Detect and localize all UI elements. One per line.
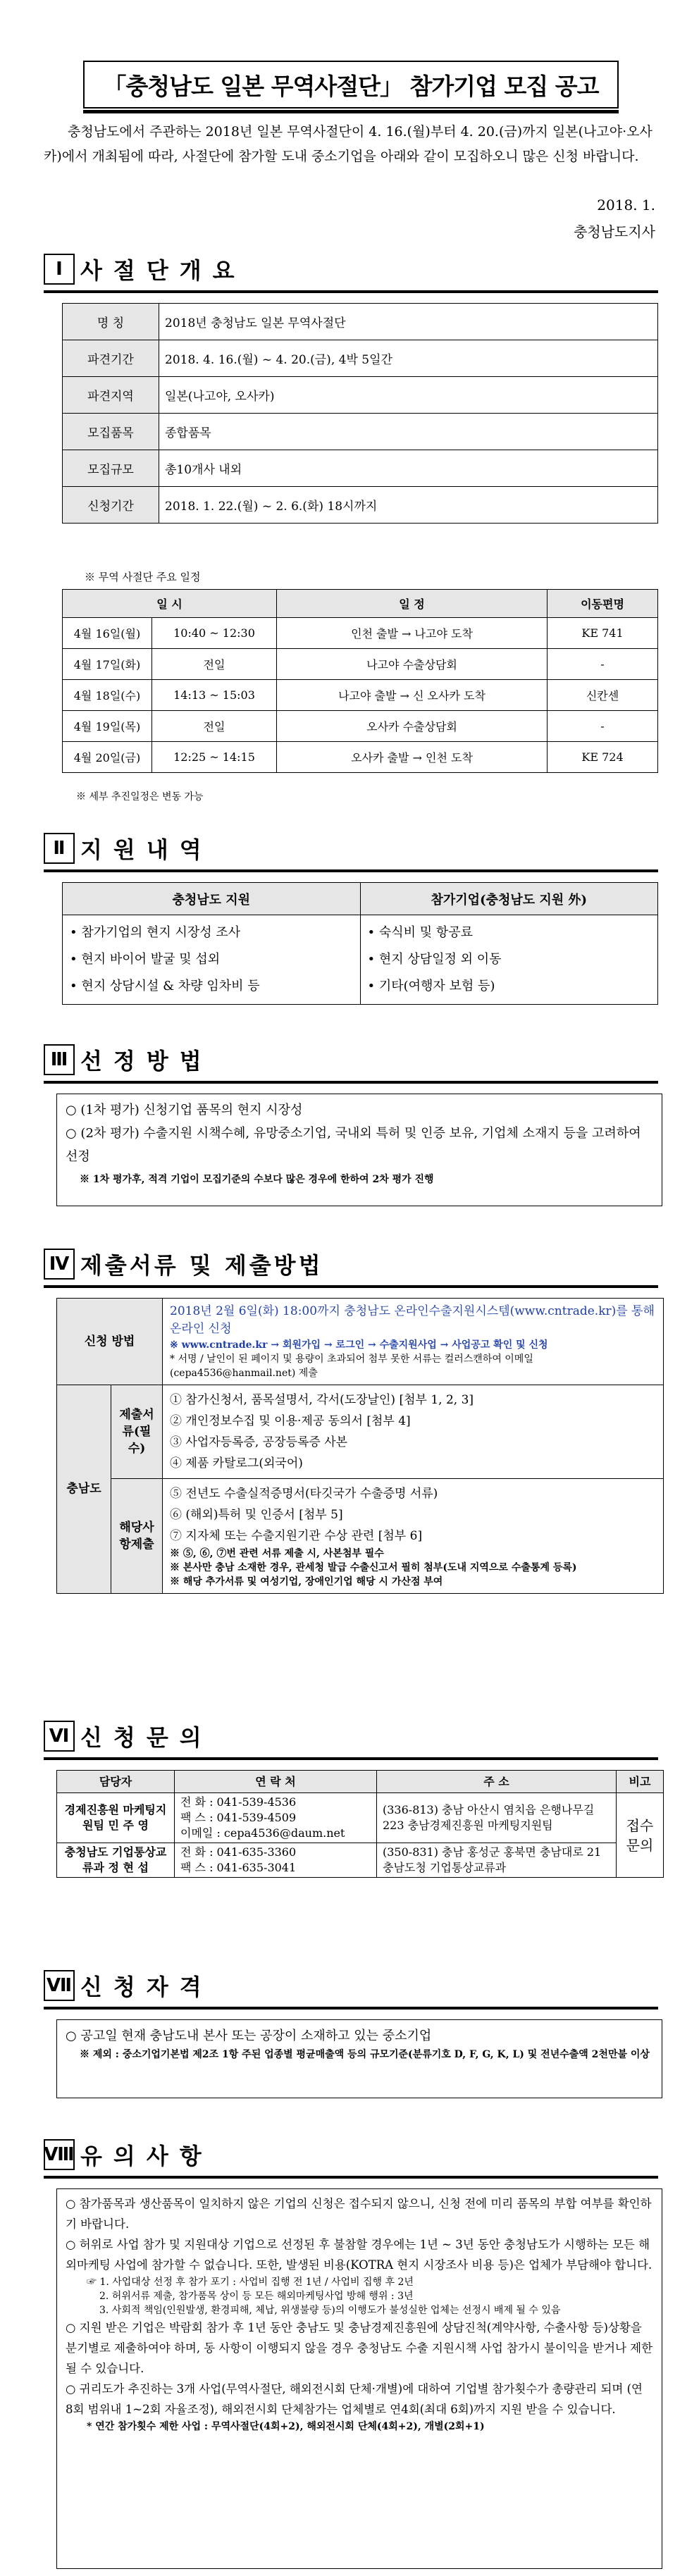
method-main: 2018년 2월 6일(화) 18:00까지 충청남도 온라인수출지원시스템(www.cntrade.kr)를 통해 온라인 신청 — [170, 1304, 655, 1336]
section-5-title: 신청문의 — [80, 1724, 213, 1751]
schedule-cell-t: 전일 — [152, 649, 277, 680]
overview-table — [62, 303, 658, 524]
section-3-underline — [44, 1081, 658, 1084]
schedule-cell-t: 14:13 ~ 15:03 — [152, 680, 277, 711]
schedule-cell-m: KE 741 — [548, 618, 658, 649]
support-head-company: 참가기업(충청남도 지원 外) — [360, 883, 658, 915]
date-block — [574, 192, 655, 245]
selection-line-1: ○ (1차 평가) 신청기업 품목의 현지 시장성 — [66, 1103, 303, 1117]
schedule-table — [62, 589, 658, 773]
optional-item: ⑦ 지자체 또는 수출지원기관 수상 관련 [첨부 6] — [170, 1529, 423, 1543]
schedule-cell-e: 오사카 출발 → 인천 도착 — [277, 742, 548, 773]
schedule-head-event: 일 정 — [277, 590, 548, 618]
inquiry-contact-1 — [175, 1793, 377, 1843]
section-4-heading — [44, 1246, 323, 1282]
overview-key: 파견기간 — [63, 340, 159, 377]
support-province-list — [63, 915, 361, 1005]
overview-row — [63, 414, 658, 450]
caution-2-item-3: 3. 사회적 책임(인원발생, 환경피해, 체납, 위생불량 등)의 이행도가 불성실한 업체는 선정시 배제 될 수 있음 — [99, 2305, 561, 2316]
schedule-cell-d: 4월 18일(수) — [63, 680, 152, 711]
overview-row — [63, 450, 658, 487]
overview-key: 모집품목 — [63, 414, 159, 450]
support-company-item: • 기타(여행자 보험 등) — [367, 979, 495, 993]
selection-line-2: ○ (2차 평가) 수출지원 시책수혜, 유망중소기업, 국내외 특허 및 인증 보유, 기업체 소재지 등을 고려하여 선정 — [66, 1126, 641, 1164]
section-6-underline — [44, 2007, 658, 2010]
section-7-number: Ⅷ — [44, 2139, 75, 2170]
section-4-underline — [44, 1285, 658, 1288]
inquiry-address-2: (350-831) 충남 홍성군 홍북면 충남대로 21 충남도청 기업통상교류과 — [377, 1843, 617, 1878]
inquiry-fax-2: 팩 스 : 041-635-3041 — [180, 1861, 297, 1874]
support-company-list — [360, 915, 658, 1005]
method-sub-1: ※ www.cntrade.kr → 회원가입 → 로그인 → 수출지원사업 → 사업공고 확인 및 신청 — [170, 1339, 548, 1351]
notice-title: 「충청남도 일본 무역사절단」 참가기업 모집 공고 — [83, 61, 619, 109]
inquiry-head-address: 주 소 — [377, 1771, 617, 1793]
section-7-title: 유의사항 — [80, 2143, 213, 2169]
support-company-item: • 숙식비 및 항공료 — [367, 925, 473, 940]
schedule-cell-d: 4월 17일(화) — [63, 649, 152, 680]
schedule-row — [63, 711, 658, 742]
caution-2: ○ 허위로 사업 참가 및 지원대상 기업으로 선정된 후 불참할 경우에는 1년 ~ 3년 동안 충청남도가 시행하는 모든 해외마케팅 사업에 참가할 수 없습니다. 또한, 발생된 비용(KOTRA 현지 시장조사 비용 등)은 업체가 부담해야 합니다. — [66, 2238, 652, 2272]
optional-item: ⑥ (해외)특허 및 인증서 [첨부 5] — [170, 1508, 343, 1522]
eligibility-box — [56, 2019, 662, 2098]
overview-value: 2018. 4. 16.(월) ~ 4. 20.(금), 4박 5일간 — [159, 340, 658, 377]
caution-2-item-1: ☞ 1. 사업대상 선정 후 참가 포기 : 사업비 집행 전 1년 / 사업비 집행 후 2년 — [87, 2277, 414, 2288]
section-6-number: Ⅶ — [44, 1970, 75, 2001]
inquiry-tel-2: 전 화 : 041-635-3360 — [180, 1845, 297, 1859]
inquiry-head-note: 비고 — [617, 1771, 664, 1793]
notice-org: 충청남도지사 — [574, 223, 655, 240]
section-7-heading — [44, 2136, 213, 2173]
section-5-underline — [44, 1757, 658, 1760]
support-table — [62, 882, 658, 1005]
overview-key: 신청기간 — [63, 487, 159, 524]
schedule-row — [63, 618, 658, 649]
section-5-number: Ⅵ — [44, 1721, 75, 1752]
inquiry-address-1: (336-813) 충남 아산시 염치읍 은행나무길 223 충남경제진흥원 마케팅지원팀 — [377, 1793, 617, 1843]
optional-cell — [163, 1479, 664, 1594]
eligibility-line-1: ○ 공고일 현재 충남도내 본사 또는 공장이 소재하고 있는 중소기업 — [66, 2029, 432, 2043]
inquiry-head-person: 담당자 — [57, 1771, 175, 1793]
section-4-number: Ⅳ — [44, 1249, 75, 1280]
section-6-heading — [44, 1967, 213, 2004]
inquiry-person-2: 충청남도 기업통상교류과 정 현 섭 — [57, 1843, 175, 1878]
section-7-underline — [44, 2176, 658, 2179]
support-province-item: • 현지 바이어 발굴 및 섭외 — [70, 952, 221, 967]
support-province-item: • 현지 상담시설 & 차량 임차비 등 — [70, 979, 260, 993]
optional-item: ⑤ 전년도 수출실적증명서(타깃국가 수출증명 서류) — [170, 1487, 438, 1501]
schedule-cell-d: 4월 19일(목) — [63, 711, 152, 742]
overview-key: 명 칭 — [63, 304, 159, 340]
section-1-heading — [44, 251, 246, 287]
section-6-title: 신청자격 — [80, 1974, 213, 2000]
section-1-number: Ⅰ — [44, 254, 75, 285]
schedule-cell-m: - — [548, 711, 658, 742]
caution-1: ○ 참가품목과 생산품목이 일치하지 않은 기업의 신청은 접수되지 않으니, 신청 전에 미리 품목의 부합 여부를 확인하기 바랍니다. — [66, 2197, 652, 2231]
optional-label: 해당사항제출 — [111, 1479, 163, 1594]
schedule-cell-m: - — [548, 649, 658, 680]
support-head-province: 충청남도 지원 — [63, 883, 361, 915]
schedule-cell-t: 12:25 ~ 14:15 — [152, 742, 277, 773]
optional-note-3: ※ 해당 추가서류 및 여성기업, 장애인기업 해당 시 가산점 부여 — [170, 1576, 443, 1587]
required-list — [163, 1385, 664, 1479]
required-item: ② 개인정보수집 및 이용·제공 동의서 [첨부 4] — [170, 1414, 411, 1428]
documents-table — [56, 1298, 664, 1594]
inquiry-note: 접수문의 — [617, 1793, 664, 1878]
doc-label: 충남도 — [57, 1385, 111, 1594]
section-2-underline — [44, 869, 658, 872]
inquiry-head-contact: 연 락 처 — [175, 1771, 377, 1793]
method-sub-2: * 서명 / 날인이 된 페이지 및 용량이 초과되어 첨부 못한 서류는 컬러스캔하여 이메일(cepa4536@hanmail.net) 제출 — [170, 1354, 533, 1379]
schedule-cell-m: KE 724 — [548, 742, 658, 773]
inquiry-fax-1: 팩 스 : 041-539-4509 — [180, 1811, 297, 1824]
section-2-number: Ⅱ — [44, 833, 75, 864]
schedule-cell-e: 나고야 출발 → 신 오사카 도착 — [277, 680, 548, 711]
intro-paragraph: 충청남도에서 주관하는 2018년 일본 무역사절단이 4. 16.(월)부터 4. 20.(금)까지 일본(나고야·오사카)에서 개최됨에 따라, 사절단에 참가할 도내 중소기업을 아래와 같이 모집하오니 많은 신청 바랍니다. — [44, 124, 652, 164]
schedule-head-transport: 이동편명 — [548, 590, 658, 618]
support-province-item: • 참가기업의 현지 시장성 조사 — [70, 925, 241, 940]
inquiry-person-1: 경제진흥원 마케팅지원팀 민 주 영 — [57, 1793, 175, 1843]
notice-date: 2018. 1. — [597, 197, 655, 213]
overview-value: 일본(나고야, 오사카) — [159, 377, 658, 414]
schedule-row — [63, 680, 658, 711]
inquiry-table — [56, 1770, 664, 1878]
support-company-item: • 현지 상담일정 외 이동 — [367, 952, 502, 967]
required-item: ③ 사업자등록증, 공장등록증 사본 — [170, 1435, 348, 1449]
cautions-box — [56, 2188, 662, 2569]
overview-value: 2018. 1. 22.(월) ~ 2. 6.(화) 18시까지 — [159, 487, 658, 524]
schedule-row — [63, 649, 658, 680]
optional-note-2: ※ 본사만 충남 소재한 경우, 관세청 발급 수출신고서 필히 첨부(도내 지역으로 수출통계 등록) — [170, 1562, 577, 1573]
overview-value: 총10개사 내외 — [159, 450, 658, 487]
overview-value: 종합품목 — [159, 414, 658, 450]
schedule-cell-m: 신칸센 — [548, 680, 658, 711]
required-item: ④ 제품 카탈로그(외국어) — [170, 1456, 303, 1470]
inquiry-contact-2 — [175, 1843, 377, 1878]
section-3-title: 선정방법 — [80, 1048, 213, 1075]
section-5-heading — [44, 1718, 213, 1754]
overview-row — [63, 340, 658, 377]
caution-4: ○ 귀리도가 추진하는 3개 사업(무역사절단, 해외전시회 단체·개별)에 대하여 기업별 참가횟수가 총량관리 되며 (연 8회 범위내 1~2회 자율조정), 해외전시회 단체참가는 업체별로 연4회(최대 6회)까지 지원 받을 수 있습니다. — [66, 2382, 643, 2416]
caution-3: ○ 지원 받은 기업은 박람회 참가 후 1년 동안 충남도 및 충남경제진흥원에 상담진척(계약사항, 수출사항 등)상황을 분기별로 제출하여야 하며, 동 사항이 이행되지 않을 경우 충청남도 수출 지원시책 사업 참가시 불이익을 받거나 제한 될 수 있습니다. — [66, 2321, 653, 2375]
schedule-cell-d: 4월 16일(월) — [63, 618, 152, 649]
section-2-heading — [44, 830, 213, 867]
schedule-cell-t: 전일 — [152, 711, 277, 742]
schedule-note: ※ 무역 사절단 주요 일정 — [85, 571, 201, 583]
schedule-footnote: ※ 세부 추진일정은 변동 가능 — [76, 791, 204, 803]
overview-row — [63, 377, 658, 414]
section-1-title: 사절단개요 — [80, 257, 246, 284]
section-4-title: 제출서류 및 제출방법 — [80, 1252, 323, 1279]
overview-row — [63, 487, 658, 524]
method-cell — [163, 1299, 664, 1385]
schedule-row — [63, 742, 658, 773]
caution-4-note: * 연간 참가횟수 제한 사업 : 무역사절단(4회+2), 해외전시회 단체(4회+2), 개별(2회+1) — [87, 2421, 485, 2432]
caution-2-item-2: 2. 허위서류 제출, 참가품목 상이 등 모든 해외마케팅사업 방해 행위 : 3년 — [99, 2291, 414, 2302]
schedule-cell-d: 4월 20일(금) — [63, 742, 152, 773]
selection-box — [56, 1094, 662, 1206]
section-3-heading — [44, 1041, 213, 1078]
optional-list — [170, 1483, 656, 1547]
schedule-cell-t: 10:40 ~ 12:30 — [152, 618, 277, 649]
required-label: 제출서류(필수) — [111, 1385, 163, 1479]
overview-key: 모집규모 — [63, 450, 159, 487]
schedule-cell-e: 나고야 수출상담회 — [277, 649, 548, 680]
overview-key: 파견지역 — [63, 377, 159, 414]
eligibility-note: ※ 제외 : 중소기업기본법 제2조 1항 주된 업종별 평균매출액 등의 규모기준(분류기호 D, F, G, K, L) 및 전년수출액 2천만불 이상 — [80, 2049, 650, 2060]
section-2-title: 지원내역 — [80, 836, 213, 863]
schedule-head-time: 일 시 — [63, 590, 277, 618]
overview-value: 2018년 충청남도 일본 무역사절단 — [159, 304, 658, 340]
required-item: ① 참가신청서, 품목설명서, 각서(도장날인) [첨부 1, 2, 3] — [170, 1393, 474, 1407]
optional-note-1: ※ ⑤, ⑥, ⑦번 관련 서류 제출 시, 사본첨부 필수 — [170, 1548, 384, 1559]
schedule-cell-e: 오사카 수출상담회 — [277, 711, 548, 742]
inquiry-mail-1[interactable]: 이메일 : cepa4536@daum.net — [180, 1826, 345, 1840]
section-3-number: Ⅲ — [44, 1044, 75, 1075]
overview-row — [63, 304, 658, 340]
schedule-cell-e: 인천 출발 → 나고야 도착 — [277, 618, 548, 649]
method-label: 신청 방법 — [57, 1299, 163, 1385]
inquiry-tel-1: 전 화 : 041-539-4536 — [180, 1795, 297, 1809]
selection-note: ※ 1차 평가후, 적격 기업이 모집기준의 수보다 많은 경우에 한하여 2차 평가 진행 — [80, 1174, 434, 1185]
section-1-underline — [44, 290, 658, 293]
